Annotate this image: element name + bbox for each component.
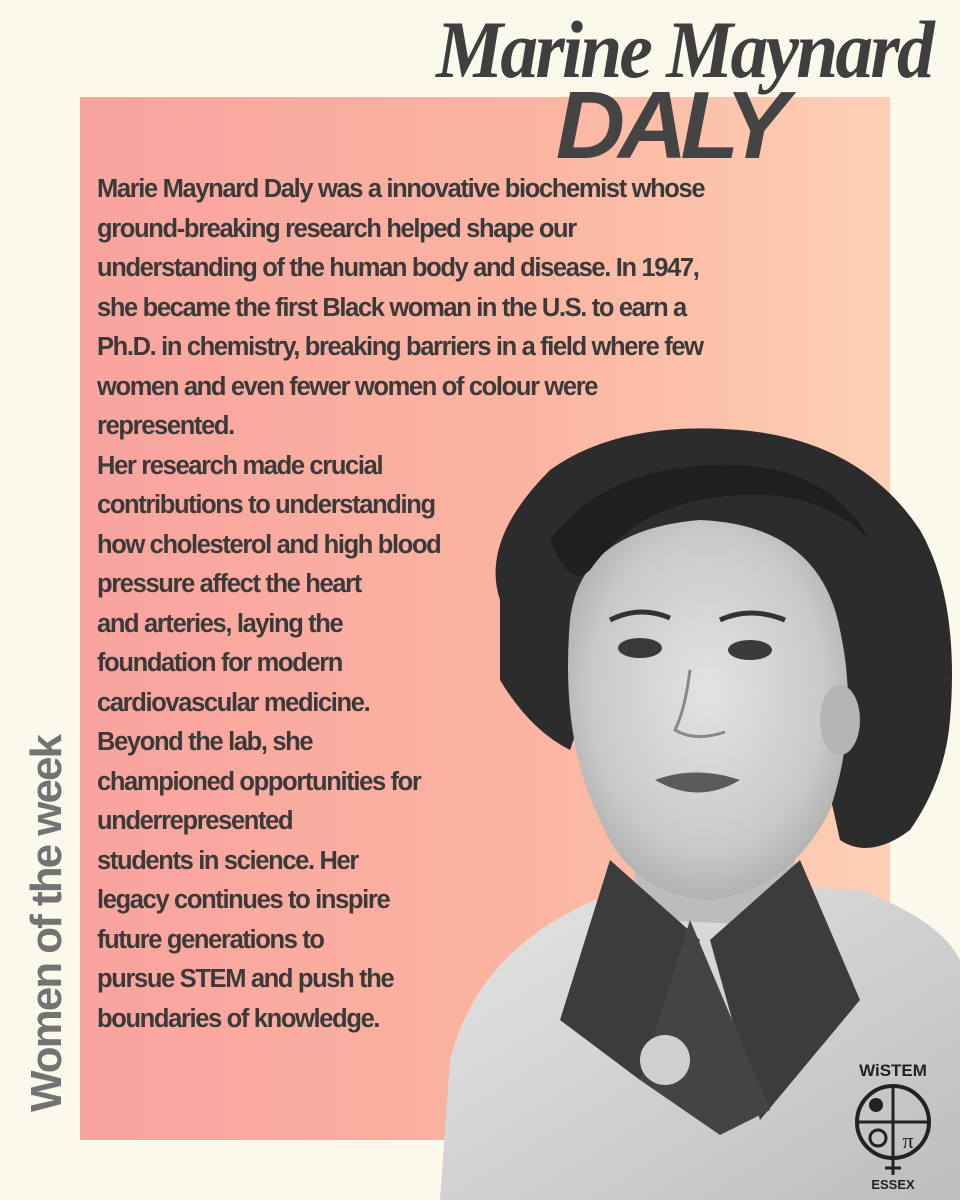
bio-line: foundation for modern <box>97 649 343 677</box>
bio-line: represented. <box>97 412 234 440</box>
bio-line: how cholesterol and high blood <box>97 530 441 559</box>
bio-line: future generations to <box>97 925 324 954</box>
bio-line: legacy continues to inspire <box>97 886 390 914</box>
wistem-essex-logo <box>843 1060 943 1190</box>
bio-line: Her research made crucial <box>97 451 383 480</box>
svg-text:ESSEX: ESSEX <box>871 1177 915 1190</box>
bio-line: understanding of the human body and disease. In 1947, <box>97 254 699 282</box>
bio-line: pressure affect the heart <box>97 570 361 598</box>
bio-line: students in science. Her <box>97 846 358 875</box>
bio-line: Marie Maynard Daly was a innovative biochemist whose <box>97 175 705 203</box>
bio-line: pursue STEM and push the <box>97 965 394 993</box>
bio-line: women and even fewer women of colour were <box>97 372 598 401</box>
title-last-name: DALY <box>555 72 782 179</box>
svg-text:π: π <box>902 1128 914 1153</box>
bio-line: boundaries of knowledge. <box>97 1004 380 1033</box>
women-of-the-week-label: Women of the week <box>22 736 71 1112</box>
bio-line: and arteries, laying the <box>97 609 343 638</box>
bio-line: Ph.D. in chemistry, breaking barriers in a field where few <box>97 333 703 361</box>
bio-line: championed opportunities for <box>97 767 421 796</box>
bio-line: Beyond the lab, she <box>97 728 313 756</box>
title-first-name: Marine Maynard <box>436 4 932 95</box>
svg-text:WiSTEM: WiSTEM <box>859 1061 927 1080</box>
bio-line: underrepresented <box>97 807 293 835</box>
bio-line: contributions to understanding <box>97 491 435 519</box>
bio-line: cardiovascular medicine. <box>97 688 370 717</box>
bio-line: ground-breaking research helped shape our <box>97 214 576 243</box>
bio-line: she became the first Black woman in the U.S. to earn a <box>97 293 686 322</box>
